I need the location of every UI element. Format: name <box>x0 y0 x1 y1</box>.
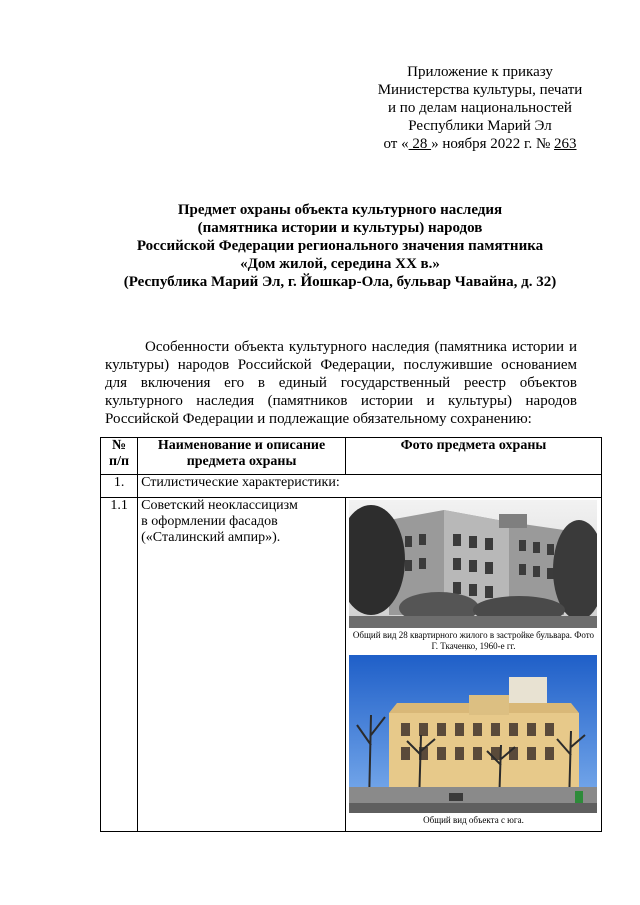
photo-caption: Общий вид 28 квартирного жилого в застройке бульвара. Фото Г. Ткаченко, 1960-е гг. <box>352 630 595 651</box>
order-date-line <box>340 135 620 153</box>
order-header <box>340 63 620 153</box>
section-num: 1. <box>101 475 138 498</box>
table-row <box>101 498 602 832</box>
document-title <box>100 201 580 291</box>
protection-table <box>100 437 602 832</box>
photo-caption: Общий вид объекта с юга. <box>423 815 524 825</box>
header-photo: Фото предмета охраны <box>345 438 601 475</box>
intro-paragraph: Особенности объекта культурного наследия (памятника истории и культуры) народов Российской Федерации, послужившие основанием для включения его в единый государственный реестр объектов культурного наследия (памятников истории и культуры) народов Российской Федерации и подлежащие обязательному сохранению: <box>105 339 577 427</box>
title-line: (Республика Марий Эл, г. Йошкар-Ола, бульвар Чавайна, д. 32) <box>123 274 557 290</box>
header-num: № п/п <box>101 438 138 475</box>
title-line: Российской Федерации регионального значения памятника <box>136 238 544 254</box>
row-name <box>138 498 346 832</box>
order-prefix: от « <box>383 136 409 152</box>
modern-photo <box>349 655 597 813</box>
header-line: Приложение к приказу <box>407 64 553 80</box>
row-name-text: Советский неоклассицизм в оформлении фасадов («Сталинский ампир»). <box>141 498 298 545</box>
header-name: Наименование и описание предмета охраны <box>138 438 346 475</box>
order-number: 263 <box>554 136 577 152</box>
historic-photo <box>349 500 597 628</box>
row-num: 1.1 <box>101 498 138 832</box>
photo-cell <box>345 498 601 832</box>
header-line: Министерства культуры, печати <box>377 82 583 98</box>
table-header-row <box>101 438 602 475</box>
section-text: Стилистические характеристики: <box>138 475 602 498</box>
header-line: и по делам национальностей <box>388 100 572 116</box>
order-day: 28 <box>408 136 432 152</box>
header-line: Республики Марий Эл <box>408 118 552 134</box>
title-line: Предмет охраны объекта культурного наследия <box>177 202 503 218</box>
order-middle: » ноября 2022 г. № <box>431 136 555 152</box>
table-section-row <box>101 475 602 498</box>
title-line: «Дом жилой, середина XX в.» <box>240 256 440 272</box>
title-line: (памятника истории и культуры) народов <box>197 220 483 236</box>
